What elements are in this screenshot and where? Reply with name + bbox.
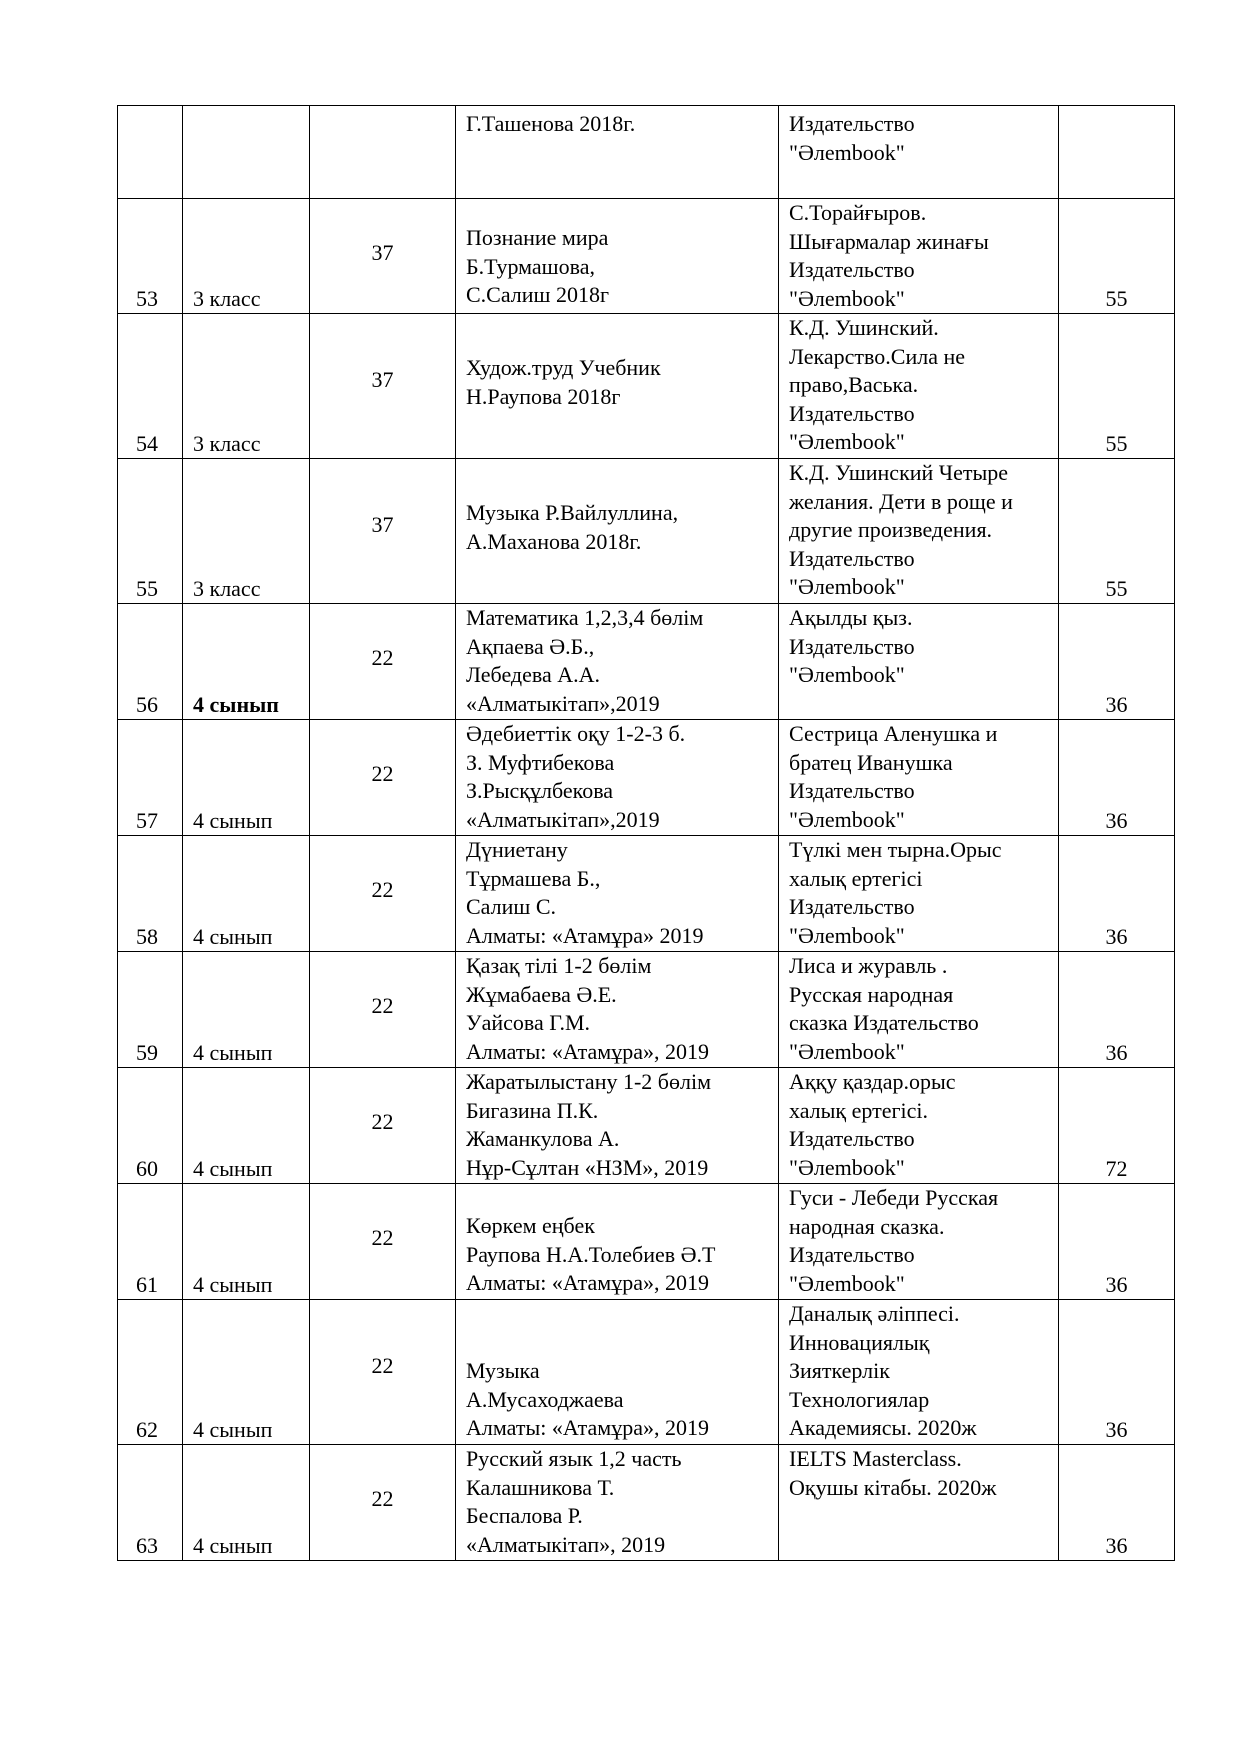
table-row bbox=[118, 604, 1175, 720]
class-cell: 4 сынып bbox=[183, 1445, 310, 1561]
class-cell: 4 сынып bbox=[183, 1300, 310, 1445]
quantity-cell: 37 bbox=[310, 199, 456, 314]
textbook-cell: Познание мира Б.Турмашова, С.Салиш 2018г bbox=[456, 199, 779, 314]
publication-cell: Даналық әліппесі. Инновациялық Зияткерлік Технологиялар Академиясы. 2020ж bbox=[779, 1300, 1059, 1445]
class-cell: 4 сынып bbox=[183, 720, 310, 836]
count-cell: 36 bbox=[1059, 604, 1175, 720]
textbook-cell: Худож.труд Учебник Н.Раупова 2018г bbox=[456, 314, 779, 459]
quantity-cell: 22 bbox=[310, 1300, 456, 1445]
textbook-cell: Әдебиеттік оқу 1-2-3 б. З. Муфтибекова З.Рысқұлбекова «Алматыкітап»,2019 bbox=[456, 720, 779, 836]
quantity-cell: 22 bbox=[310, 1068, 456, 1184]
quantity-cell: 37 bbox=[310, 314, 456, 459]
class-cell: 3 класс bbox=[183, 314, 310, 459]
row-number: 56 bbox=[118, 604, 183, 720]
quantity-cell bbox=[310, 106, 456, 199]
textbook-cell: Г.Ташенова 2018г. bbox=[456, 106, 779, 199]
row-number bbox=[118, 106, 183, 199]
count-cell: 36 bbox=[1059, 720, 1175, 836]
textbook-cell: Музыка Р.Вайлуллина, А.Маханова 2018г. bbox=[456, 459, 779, 604]
publication-cell: К.Д. Ушинский Четыре желания. Дети в роще и другие произведения. Издательство "Әлеmbook" bbox=[779, 459, 1059, 604]
count-cell bbox=[1059, 106, 1175, 199]
count-cell: 55 bbox=[1059, 199, 1175, 314]
row-number: 58 bbox=[118, 836, 183, 952]
textbook-cell: Жаратылыстану 1-2 бөлім Бигазина П.К. Жаманкулова А. Нұр-Сұлтан «НЗМ», 2019 bbox=[456, 1068, 779, 1184]
table-row bbox=[118, 1445, 1175, 1561]
table-row bbox=[118, 836, 1175, 952]
count-cell: 36 bbox=[1059, 952, 1175, 1068]
count-cell: 36 bbox=[1059, 836, 1175, 952]
publication-cell: Ақылды қыз. Издательство "Әлеmbook" bbox=[779, 604, 1059, 720]
row-number: 59 bbox=[118, 952, 183, 1068]
row-number: 63 bbox=[118, 1445, 183, 1561]
table-row bbox=[118, 199, 1175, 314]
quantity-cell: 22 bbox=[310, 720, 456, 836]
quantity-cell: 37 bbox=[310, 459, 456, 604]
publication-cell: Лиса и журавль . Русская народная сказка Издательство "Әлеmbook" bbox=[779, 952, 1059, 1068]
table-row bbox=[118, 1300, 1175, 1445]
row-number: 62 bbox=[118, 1300, 183, 1445]
row-number: 53 bbox=[118, 199, 183, 314]
table-row bbox=[118, 1184, 1175, 1300]
table-row bbox=[118, 1068, 1175, 1184]
textbook-cell: Математика 1,2,3,4 бөлім Ақпаева Ә.Б., Лебедева А.А. «Алматыкітап»,2019 bbox=[456, 604, 779, 720]
row-number: 54 bbox=[118, 314, 183, 459]
publication-cell: IELTS Masterclass. Оқушы кітабы. 2020ж bbox=[779, 1445, 1059, 1561]
count-cell: 36 bbox=[1059, 1445, 1175, 1561]
count-cell: 72 bbox=[1059, 1068, 1175, 1184]
publication-cell: Сестрица Аленушка и братец Иванушка Издательство "Әлеmbook" bbox=[779, 720, 1059, 836]
class-cell: 4 сынып bbox=[183, 836, 310, 952]
books-table bbox=[117, 105, 1175, 1561]
count-cell: 36 bbox=[1059, 1300, 1175, 1445]
row-number: 57 bbox=[118, 720, 183, 836]
table-row bbox=[118, 952, 1175, 1068]
textbook-cell: Қазақ тілі 1-2 бөлім Жұмабаева Ә.Е. Уайсова Г.М. Алматы: «Атамұра», 2019 bbox=[456, 952, 779, 1068]
class-cell: 3 класс bbox=[183, 199, 310, 314]
count-cell: 55 bbox=[1059, 314, 1175, 459]
publication-cell: Түлкі мен тырна.Орыс халық ертегісі Издательство "Әлеmbook" bbox=[779, 836, 1059, 952]
class-cell: 3 класс bbox=[183, 459, 310, 604]
count-cell: 36 bbox=[1059, 1184, 1175, 1300]
textbook-cell: Музыка А.Мусаходжаева Алматы: «Атамұра», 2019 bbox=[456, 1300, 779, 1445]
quantity-cell: 22 bbox=[310, 1445, 456, 1561]
quantity-cell: 22 bbox=[310, 952, 456, 1068]
publication-cell: Гуси - Лебеди Русская народная сказка. Издательство "Әлеmbook" bbox=[779, 1184, 1059, 1300]
class-cell: 4 сынып bbox=[183, 1184, 310, 1300]
class-cell: 4 сынып bbox=[183, 1068, 310, 1184]
textbook-cell: Дүниетану Тұрмашева Б., Салиш С. Алматы: «Атамұра» 2019 bbox=[456, 836, 779, 952]
quantity-cell: 22 bbox=[310, 836, 456, 952]
table-row bbox=[118, 720, 1175, 836]
publication-cell: Аққу қаздар.орыс халық ертегісі. Издательство "Әлеmbook" bbox=[779, 1068, 1059, 1184]
count-cell: 55 bbox=[1059, 459, 1175, 604]
class-cell: 4 сынып bbox=[183, 604, 310, 720]
quantity-cell: 22 bbox=[310, 604, 456, 720]
row-number: 60 bbox=[118, 1068, 183, 1184]
publication-cell: С.Торайғыров. Шығармалар жинағы Издательство "Әлеmbook" bbox=[779, 199, 1059, 314]
class-cell bbox=[183, 106, 310, 199]
class-cell: 4 сынып bbox=[183, 952, 310, 1068]
publication-cell: Издательство "Әлеmbook" bbox=[779, 106, 1059, 199]
quantity-cell: 22 bbox=[310, 1184, 456, 1300]
publication-cell: К.Д. Ушинский. Лекарство.Сила не право,Васька. Издательство "Әлеmbook" bbox=[779, 314, 1059, 459]
textbook-cell: Көркем еңбек Раупова Н.А.Толебиев Ә.Т Алматы: «Атамұра», 2019 bbox=[456, 1184, 779, 1300]
row-number: 55 bbox=[118, 459, 183, 604]
table-row bbox=[118, 459, 1175, 604]
table-row bbox=[118, 106, 1175, 199]
textbook-cell: Русский язык 1,2 часть Калашникова Т. Беспалова Р. «Алматыкітап», 2019 bbox=[456, 1445, 779, 1561]
table-row bbox=[118, 314, 1175, 459]
row-number: 61 bbox=[118, 1184, 183, 1300]
